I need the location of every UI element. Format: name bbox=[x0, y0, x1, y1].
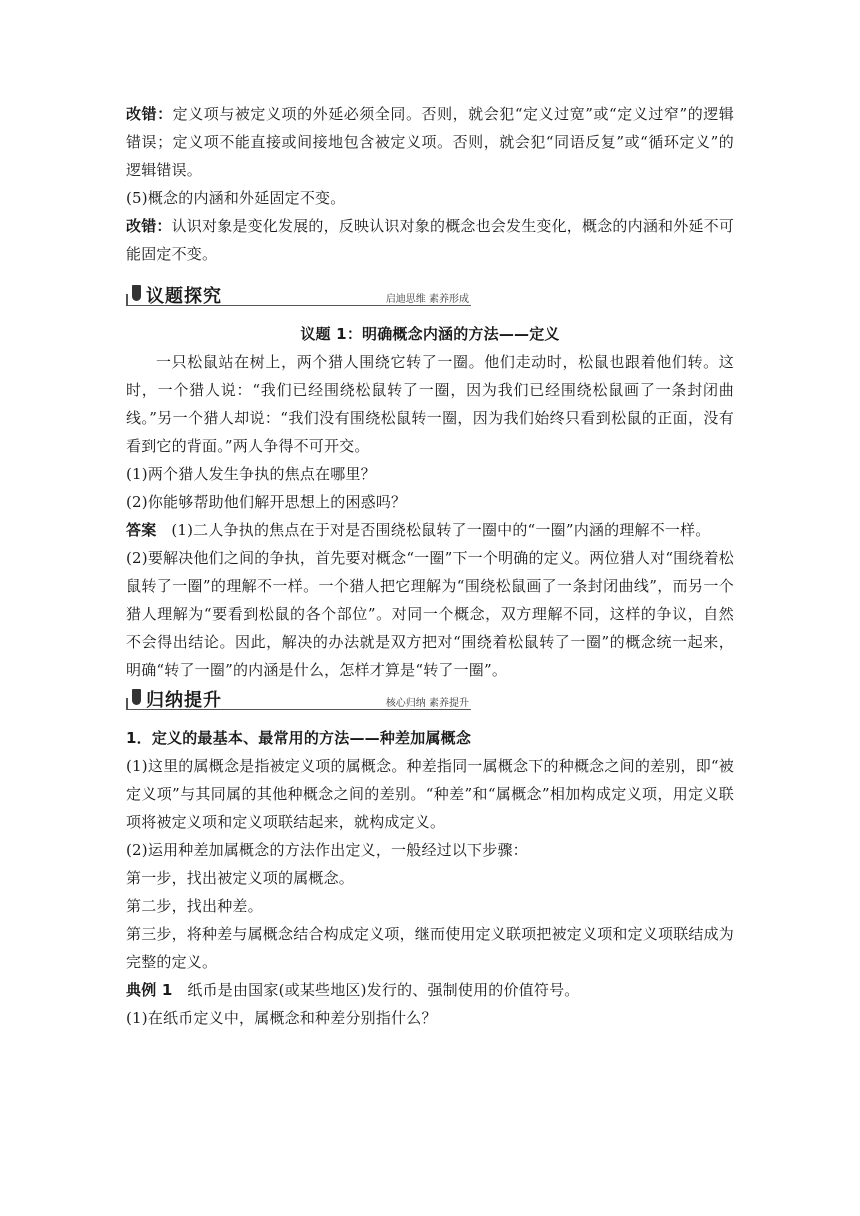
answer-2: (2)要解决他们之间的争执，首先要对概念“一圈”下一个明确的定义。两位猎人对“围绕着松鼠转了一圈”的理解不一样。一个猎人把它理解为“围绕松鼠画了一条封闭曲线”，而另一个猎人理解为“要看到松鼠的各个部位”。对同一个概念，双方理解不同，这样的争议，自然不会得出结论。因此，解决的办法就是双方把对“围绕着松鼠转了一圈”的概念统一起来，明确“转了一圈”的内涵是什么，怎样才算是“转了一圈”。 bbox=[126, 549, 734, 679]
topic-heading: 议题 1：明确概念内涵的方法——定义 bbox=[300, 325, 560, 343]
step-2: 第二步，找出种差。 bbox=[126, 897, 263, 915]
step-1: 第一步，找出被定义项的属概念。 bbox=[126, 869, 355, 887]
gaicuo-label: 改错： bbox=[126, 217, 172, 235]
example-1 bbox=[126, 976, 734, 1004]
gaicuo-paragraph-1 bbox=[126, 100, 734, 184]
section-subtitle: 启迪思维 素养形成 bbox=[385, 294, 469, 305]
item-5: (5)概念的内涵和外延固定不变。 bbox=[126, 189, 346, 207]
answer-1 bbox=[126, 516, 734, 544]
section-tick bbox=[126, 698, 128, 710]
section-title: 议题探究 bbox=[146, 286, 222, 307]
summary-p2: (2)运用种差加属概念的方法作出定义，一般经过以下步骤： bbox=[126, 841, 528, 859]
example-question-1: (1)在纸币定义中，属概念和种差分别指什么？ bbox=[126, 1009, 437, 1027]
question-1: (1)两个猎人发生争执的焦点在哪里？ bbox=[126, 465, 376, 483]
gaicuo-label: 改错： bbox=[126, 105, 173, 123]
point-1-heading: 1．定义的最基本、最常用的方法——种差加属概念 bbox=[126, 729, 472, 747]
answer-label: 答案 bbox=[126, 521, 157, 539]
gaicuo-text: 定义项与被定义项的外延必须全同。否则，就会犯“定义过宽”或“定义过窄”的逻辑错误；定义项不能直接或间接地包含被定义项。否则，就会犯“同语反复”或“循环定义”的逻辑错误。 bbox=[126, 105, 735, 179]
example-text: 纸币是由国家(或某些地区)发行的、强制使用的价值符号。 bbox=[187, 981, 580, 999]
gaicuo-text: 认识对象是变化发展的，反映认识对象的概念也会发生变化，概念的内涵和外延不可能固定不变。 bbox=[126, 217, 735, 263]
shield-icon bbox=[132, 285, 141, 301]
section-tick bbox=[126, 294, 128, 306]
section-title: 归纳提升 bbox=[146, 690, 222, 711]
section-subtitle: 核心归纳 素养提升 bbox=[385, 698, 469, 709]
section-header-summary bbox=[126, 686, 471, 712]
summary-p1: (1)这里的属概念是指被定义项的属概念。种差指同一属概念下的种概念之间的差别，即“被定义项”与其同属的其他种概念之间的差别。“种差”和“属概念”相加构成定义项，用定义联项将被定义项和定义项联结起来，就构成定义。 bbox=[126, 757, 734, 831]
section-header-discussion bbox=[126, 282, 471, 308]
page-content bbox=[126, 100, 734, 1032]
shield-icon bbox=[132, 689, 141, 705]
answer-1-text: (1)二人争执的焦点在于对是否围绕松鼠转了一圈中的“一圈”内涵的理解不一样。 bbox=[171, 521, 711, 539]
example-label: 典例 1 bbox=[126, 981, 173, 999]
question-2: (2)你能够帮助他们解开思想上的困惑吗？ bbox=[126, 493, 407, 511]
topic-story: 一只松鼠站在树上，两个猎人围绕它转了一圈。他们走动时，松鼠也跟着他们转。这时，一个猎人说：“我们已经围绕松鼠转了一圈，因为我们已经围绕松鼠画了一条封闭曲线。”另一个猎人却说：“我们没有围绕松鼠转一圈，因为我们始终只看到松鼠的正面，没有看到它的背面。”两人争得不可开交。 bbox=[126, 353, 734, 455]
gaicuo-paragraph-2 bbox=[126, 212, 734, 268]
step-3: 第三步，将种差与属概念结合构成定义项，继而使用定义联项把被定义项和定义项联结成为完整的定义。 bbox=[126, 925, 735, 971]
